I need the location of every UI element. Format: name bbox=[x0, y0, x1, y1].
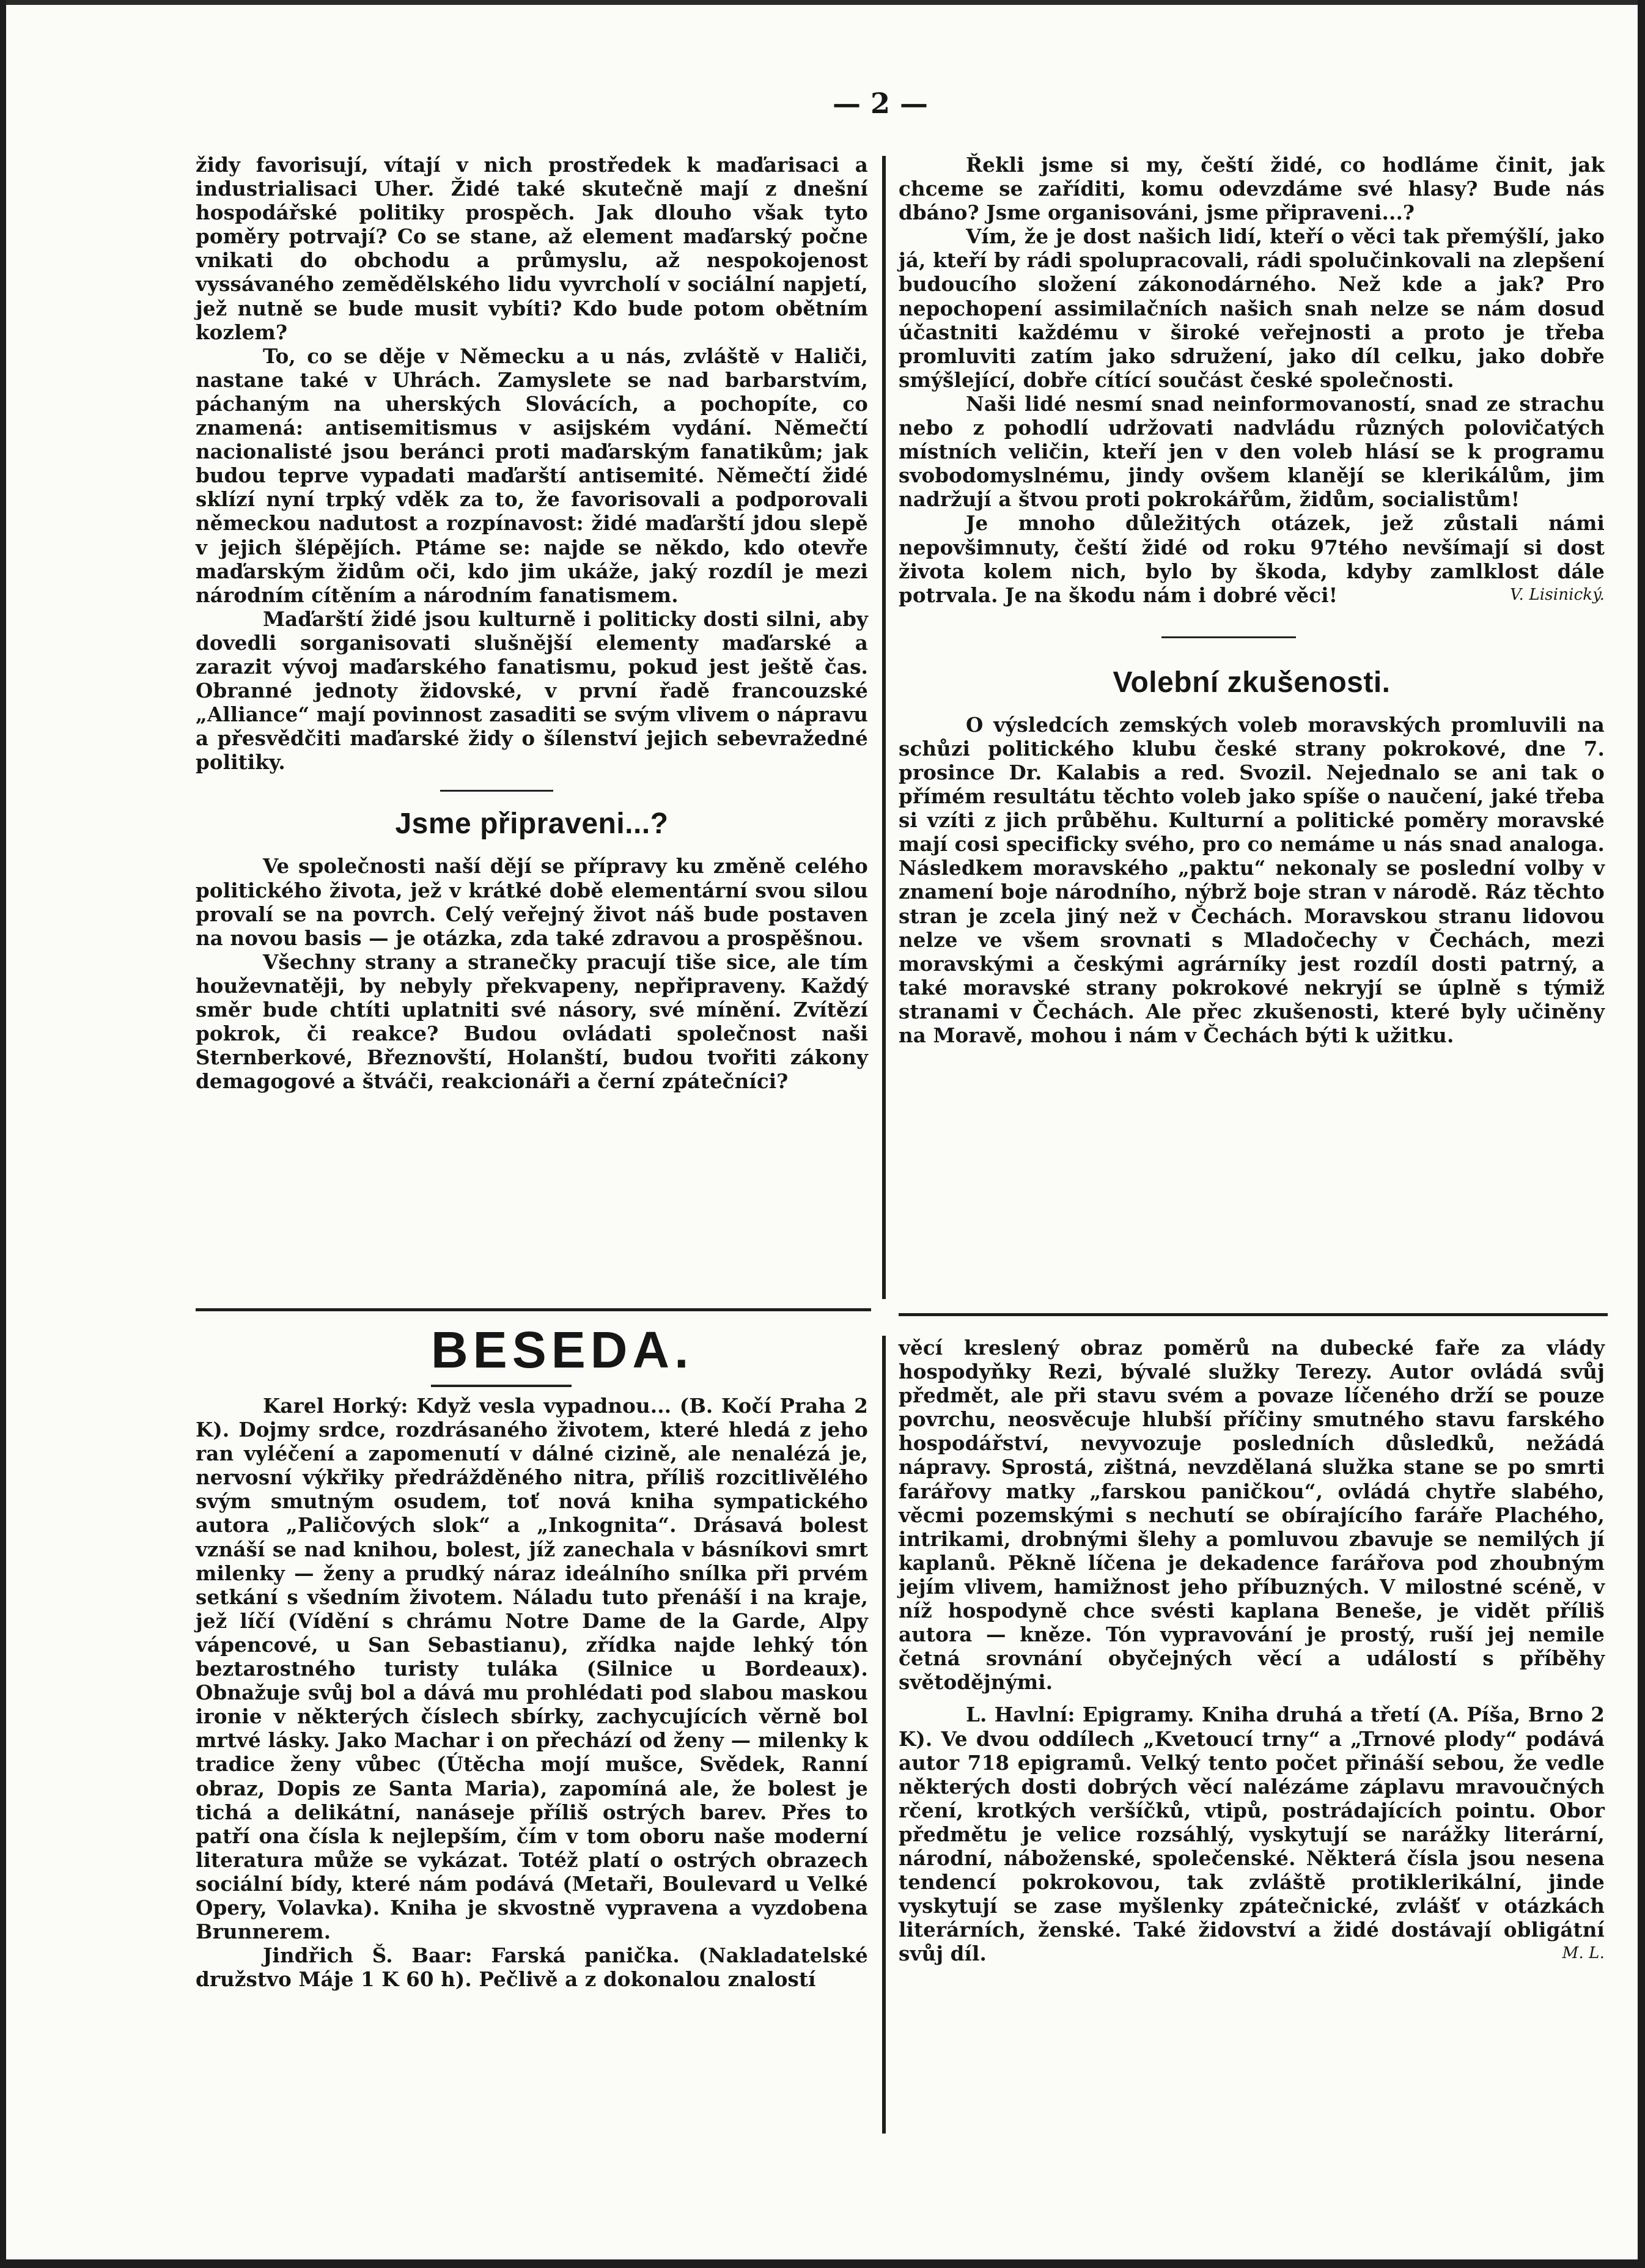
right-column-top bbox=[899, 153, 1605, 1047]
left-paragraph-5: Všechny strany a stranečky pracují tiše sice, ale tím houževnatěji, by nebyly překvapeny, nepřipraveny. Každý směr bude chtíti uplatniti své násory, své mínění. Zvítězí pokrok, či reakce? Budou ovládati společnost naši Sternberkové, Březnovští, Holanští, budou tvořiti zákony demagogové a štváči, reakcionáři a černí zpátečníci? bbox=[196, 949, 868, 1094]
beseda-rule-left bbox=[196, 1308, 871, 1311]
section-separator-right bbox=[899, 607, 1605, 666]
beseda-left-column bbox=[196, 1394, 868, 1991]
scan-edge-left bbox=[0, 0, 6, 2268]
column-divider-bottom bbox=[882, 1336, 886, 2134]
review-horky: Karel Horký: Když vesla vypadnou... (B. Kočí Praha 2 K). Dojmy srdce, rozdrásaného životem, které hledá z jeho ran vyléčení a zapomenutí v dálné cizině, ale nenalézá je, nervosní výkřiky předrážděného nitra, příliš rozcitlivělého svým smutným osudem, toť nová kniha sympatického autora „Paličových slok“ a „Inkognita“. Drásavá bolest vznáší se nad knihou, bolest, jíž zanechala v básníkovi smrt milenky — ženy a prudký náraz ideálního snílka při prvém setkání s všedním životem. Náladu tuto přenáší i na kraje, jež líčí (Vídění s chrámu Notre Dame de la Garde, Alpy vápencové, u San Sebastianu), zřídka najde lehký tón beztarostného turisty tuláka (Silnice u Bordeaux). Obnažuje svůj bol a dává mu prohlédati pod slabou maskou ironie v některých číslech sbírky, zachycujících věrně bol mrtvé lásky. Jako Machar i on přechází od ženy — milenky k tradice ženy vůbec (Útěcha mojí mušce, Svědek, Ranní obraz, Dopis ze Santa Maria), zapomíná ale, že bolest je tichá a delikátní, nanáseje příliš ostrých barev. Přes to patří ona čísla k nejlepším, čím v tom oboru naše moderní literatura může se vykázat. Totéž platí o ostrých obrazech sociální bídy, které nám podává (Metaři, Boulevard u Velké Opery, Volavka). Kniha je skvostně vypravena a vyzdobena Brunnerem. bbox=[196, 1394, 868, 1944]
left-paragraph-3: Maďarští židé jsou kulturně i politicky dosti silni, aby dovedli sorganisovati slušnější elementy maďarské a zarazit vývoj maďarského fanatismu, pokud jest ještě čas. Obranné jednoty židovské, v první řadě francouzské „Alliance“ mají povinnost zasaditi se svým vlivem o nápravu a přesvědčiti maďarské židy o šílenství jejich sebevražedné politiky. bbox=[196, 606, 868, 775]
review-havlin-text: L. Havlní: Epigramy. Kniha druhá a třetí (A. Píša, Brno 2 K). Ve dvou oddílech „Kvetoucí trny“ a „Trnové plody“ podává autor 718 epigramů. Velký tento počet přináší sebou, že vedle některých dosti dobrých věcí nalézáme záplavu mravoučných rčení, krotkých veršíčků, vtipů, postrádajících pointu. Obor předmětu je velice rozsáhlý, vyskytují se narážky literární, národní, náboženské, společenské. Některá čísla jsou nesena tendencí pokrokovou, tak zvláště protiklerikální, jinde vyskytují se zase myšlenky zpátečnické, zvlášť v otázkách literárních, ženské. Také židovství a židé dostávají obligátní svůj díl. bbox=[899, 1703, 1605, 1966]
right-paragraph-5: O výsledcích zemských voleb moravských promluvili na schůzi politického klubu české strany pokrokové, dne 7. prosince Dr. Kalabis a red. Svozil. Nejednalo se ani tak o přímém resultátu těchto voleb jako spíše o naučení, jaké třeba si vzíti z jich průběhu. Kulturní a politické poměry moravské mají cosi specificky svého, pro co nemáme u nás snad analoga. Následkem moravského „paktu“ nekonaly se poslední volby v znamení boje národního, nýbrž boje stran v národě. Ráz těchto stran je zcela jiný než v Čechách. Moravskou stranu lidovou nelze ve všem srovnati s Mladočechy v Čechách, mezi moravskými a českými agrárníky jest rozdíl dosti patrný, a také moravské strany pokrokové nekryjí se úplně s týmiž stranami v Čechách. Ale přec zkušenosti, které byly učiněny na Moravě, mohou i nám v Čechách býti k užitku. bbox=[899, 712, 1605, 1047]
heading-volebni-zkusenosti: Volební zkušenosti. bbox=[1113, 666, 1391, 699]
review-baar-continued: věcí kreslený obraz poměrů na dubecké faře za vlády hospodyňky Rezi, bývalé služky Terezy. Autor ovládá svůj předmět, ale při stavu svém a povaze líčeného drží se pouze povrchu, neosvěcuje hlubší příčiny smutného stavu farského hospodářství, nevyvozuje posledních důsledků, nežádá nápravy. Sprostá, zištná, nevzdělaná služka stane se po smrti farářovy matky „farskou paničkou“, ovládá chytře slabého, věcmi pozemskými s nechutí se obírajícího faráře Plachého, intrikami, drobnými šlehy a pomluvou zbavuje se nemilých jí kaplanů. Pěkně líčena je dekadence farářova pod zhoubným jejím vlivem, hamižnost jeho příbuzných. V milostné scéně, v níž hospodyně chce svésti kaplana Beneše, je vidět příliš autora — kněze. Tón vypravování je prostý, ruší jej nemile četná srovnání obyčejných věcí a událostí s příběhy světodějnými. bbox=[899, 1336, 1605, 1695]
signature-ml: M. L. bbox=[1562, 1944, 1605, 1963]
beseda-rule-right bbox=[899, 1313, 1608, 1316]
right-paragraph-2: Vím, že je dost našich lidí, kteří o věci tak přemýšlí, jako já, kteří by rádi spolupracovali, rádi spolučinkovali na zlepšení budoucího složení zákonodárného. Než kde a jak? Pro nepochopení assimilačních našich snah nelze se nám dosud účastniti každému v široké veřejnosti a proto je třeba promluviti zatím jako sdružení, jako díl celku, jako dobře smýšlející, dobře cítící součást české společnosti. bbox=[899, 224, 1605, 392]
left-column-top bbox=[196, 153, 868, 1093]
heading-jsme-pripraveni: Jsme připraveni...? bbox=[395, 808, 669, 841]
scan-edge-bottom bbox=[0, 2259, 1645, 2268]
left-paragraph-2: To, co se děje v Německu a u nás, zvláště v Haliči, nastane také v Uhrách. Zamyslete se nad barbarstvím, páchaným na uherských Slovácích, a pochopíte, co znamená: antisemitismus v asijském vydání. Němečtí nacionalisté jsou beránci proti maďarským fanatikům; jak budou teprve vypadati maďarští antisemité. Němečtí židé sklízí nyní trpký vděk za to, že favorisovali a podporovali německou nadutost a rozpínavost: židé maďarští jdou slepě v jejich šlépějích. Ptáme se: najde se někdo, kdo otevře maďarským židům oči, kdo jim ukáže, jaký rozdíl je mezi národním cítěním a národním fanatismem. bbox=[196, 344, 868, 607]
review-havlin bbox=[899, 1703, 1605, 1965]
left-paragraph-1: židy favorisují, vítají v nich prostředek k maďarisaci a industrialisaci Uher. Židé také skutečně mají z dnešní hospodářské politiky prospěch. Jak dlouho však tyto poměry potrvají? Co se stane, až element maďarský počne vnikati do obchodu a průmyslu, až nespokojenost vyssávaného zemědělského lidu vyvrcholí v sociální napjetí, jež nutně se bude musit vybíti? Kdo bude potom obětním kozlem? bbox=[196, 153, 868, 344]
right-paragraph-1: Řekli jsme si my, čeští židé, co hodláme činit, jak chceme se zaříditi, komu odevzdáme své hlasy? Bude nás dbáno? Jsme organisováni, jsme připraveni...? bbox=[899, 153, 1605, 225]
review-baar: Jindřich Š. Baar: Farská panička. (Nakladatelské družstvo Máje 1 K 60 h). Pečlivě a z dokonalou znalostí bbox=[196, 1943, 868, 1992]
scan-edge-right bbox=[1638, 0, 1645, 2268]
beseda-underline bbox=[431, 1385, 572, 1387]
right-paragraph-3: Naši lidé nesmí snad neinformovaností, snad ze strachu nebo z pohodlí udržovati nadvládu různých polovičatých místních veličin, kteří jen v den voleb hlásí se k programu svobodomyslnému, jindy ovšem klanějí se klerikálům, jim nadržují a štvou proti pokrokářům, židům, socialistům! bbox=[899, 391, 1605, 512]
section-separator bbox=[196, 774, 868, 807]
page-number: — 2 — bbox=[832, 87, 929, 120]
left-paragraph-4: Ve společnosti naší dějí se přípravy ku změně celého politického života, jež v krátké době elementární svou silou provalí se na povrch. Celý veřejný život náš bude postaven na novou basis — je otázka, zda také zdravou a prospěšnou. bbox=[196, 854, 868, 950]
beseda-title: BESEDA. bbox=[431, 1321, 694, 1379]
right-paragraph-4-text: Je mnoho důležitých otázek, jež zůstali námi nepovšimnuty, čeští židé od roku 97tého nevšímají si dost života kolem nich, bylo by škoda, kdyby zamlklost dále potrvala. Je na škodu nám i dobré věci! bbox=[899, 511, 1605, 607]
beseda-right-column bbox=[899, 1336, 1605, 1965]
separator-line bbox=[440, 790, 553, 792]
column-divider-top bbox=[882, 156, 886, 1299]
right-paragraph-4 bbox=[899, 511, 1605, 606]
signature-lisinicky: V. Lisinický. bbox=[1510, 585, 1605, 604]
separator-line-right bbox=[1161, 636, 1296, 638]
scan-edge-top bbox=[0, 0, 1645, 5]
